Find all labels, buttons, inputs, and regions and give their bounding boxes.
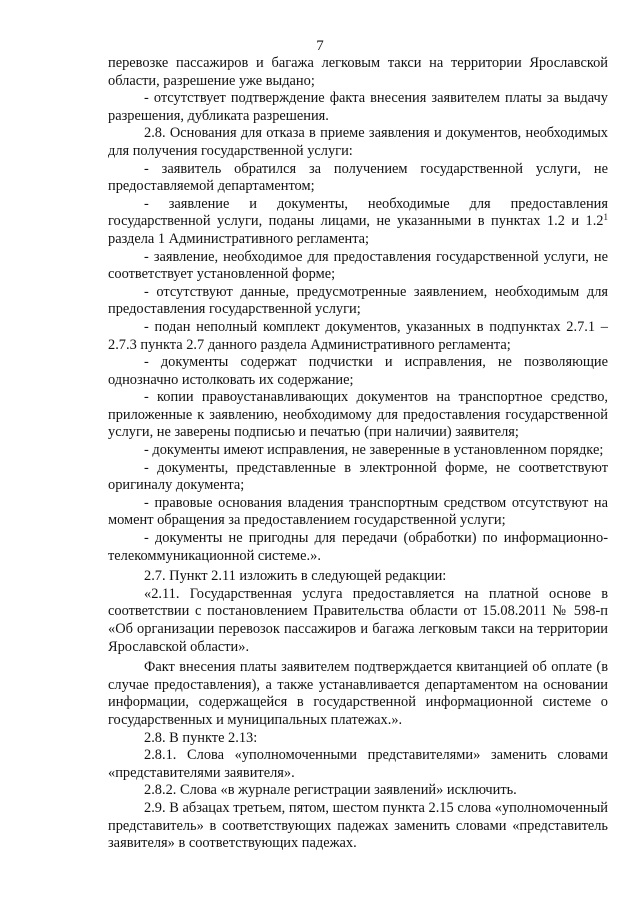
- superscript: 1: [603, 212, 608, 223]
- paragraph: 2.8. В пункте 2.13:: [144, 729, 258, 746]
- paragraph: - заявитель обратился за получением государственной услуги, не предоставляемой департаментом;: [108, 160, 608, 195]
- paragraph: 2.9. В абзацах третьем, пятом, шестом пункта 2.15 слова «уполномоченный представитель» в соответствующих падежах заменить словами «представитель заявителя» в соответствующих падежах.: [108, 799, 608, 852]
- paragraph: - документы имеют исправления, не заверенные в установленном порядке;: [144, 442, 604, 459]
- paragraph-text: - заявление и документы, необходимые для предоставления государственной услуги, поданы лицами, не указанными в пунктах 1.2 и 1.2: [108, 195, 608, 230]
- paragraph: «2.11. Государственная услуга предоставляется на платной основе в соответствии с постановлением Правительства области от 15.08.2011 № 598-п «Об организации перевозок пассажиров и багажа легковым такси на территории Ярославской области».: [108, 585, 608, 655]
- paragraph: 2.8.1. Слова «уполномоченными представителями» заменить словами «представителями заявителя».: [108, 747, 608, 781]
- paragraph: - заявление, необходимое для предоставления государственной услуги, не соответствует установленной форме;: [108, 248, 608, 283]
- paragraph: 2.8.2. Слова «в журнале регистрации заявлений» исключить.: [144, 782, 517, 799]
- paragraph: перевозке пассажиров и багажа легковым такси на территории Ярославской области, разрешение уже выдано;: [108, 55, 608, 89]
- paragraph: 2.7. Пункт 2.11 изложить в следующей редакции:: [144, 568, 447, 585]
- paragraph: Факт внесения платы заявителем подтверждается квитанцией об оплате (в случае предоставления), а также устанавливается департаментом на основании информации, содержащейся в государственной информационной системе о государственных и муниципальных платежах.».: [108, 659, 608, 728]
- paragraph-text-tail: раздела 1 Административного регламента;: [108, 230, 370, 247]
- paragraph: 2.8. Основания для отказа в приеме заявления и документов, необходимых для получения государственной услуги:: [108, 125, 608, 159]
- document-body: [108, 55, 608, 853]
- paragraph: - правовые основания владения транспортным средством отсутствуют на момент обращения за предоставлением государственной услуги;: [108, 494, 608, 529]
- page-number: 7: [316, 38, 324, 54]
- paragraph: - документы не пригодны для передачи (обработки) по информационно-телекоммуникационной системе.».: [108, 530, 608, 564]
- paragraph: [108, 196, 608, 249]
- paragraph: - документы содержат подчистки и исправления, не позволяющие однозначно истолковать их содержание;: [108, 354, 608, 388]
- paragraph: - подан неполный комплект документов, указанных в подпунктах 2.7.1 – 2.7.3 пункта 2.7 данного раздела Административного регламента;: [108, 318, 608, 353]
- paragraph: - документы, представленные в электронной форме, не соответствуют оригиналу документа;: [108, 459, 608, 494]
- paragraph: - отсутствуют данные, предусмотренные заявлением, необходимым для предоставления государственной услуги;: [108, 283, 608, 318]
- paragraph: - отсутствует подтверждение факта внесения заявителем платы за выдачу разрешения, дубликата разрешения.: [108, 90, 608, 124]
- paragraph: - копии правоустанавливающих документов на транспортное средство, приложенные к заявлению, необходимому для предоставления государственной услуги, не заверены подписью и печатью (при наличии) заявителя;: [108, 389, 608, 441]
